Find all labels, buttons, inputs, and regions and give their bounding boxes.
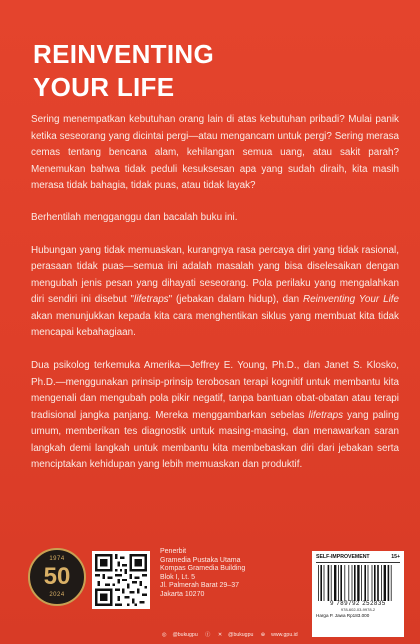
paragraph-3 — [31, 243, 399, 342]
social-links — [162, 631, 304, 638]
publisher-name: Gramedia Pustaka Utama — [160, 556, 241, 564]
badge-year-end: 2024 — [49, 592, 65, 598]
badge-number: 50 — [43, 563, 71, 590]
publisher-street: Jl. Palmerah Barat 29–37 — [160, 582, 239, 590]
book-title-inline: Reinventing Your Life — [303, 294, 399, 305]
badge-year-start: 1974 — [49, 556, 65, 562]
paragraph-1: Sering menempatkan kebutuhan orang lain di atas kebutuhan pribadi? Mulai panik ketika seseorang yang dicintai pergi—atau mengancam untuk pergi? Sering merasa cemas tentang bencana alam, kehilangan semua uang, atau sakit parah? Menemukan bahwa tidak peduli kesuksesan apa yang sudah diraih, kita masih merasa tidak bahagia, tidak puas, atau tidak layak? — [31, 114, 399, 191]
paragraph-3-text-a: Hubungan yang tidak memuaskan, kurangnya rasa percaya diri yang tidak rasional, perasaan tidak puas—semua ini adalah masalah yang bisa diselesaikan dengan mengubah jenis pesan yang dihayati seseorang. Pola perilaku yang mengalahkan diri sendiri ini disebut " — [31, 244, 399, 305]
category-label: SELF-IMPROVEMENT — [316, 554, 370, 560]
isbn-number: 9 789792 252835 — [330, 601, 386, 607]
paragraph-4-text-b: yang paling umum, memberikan tes diagnostik untuk masing-masing, dan menawarkan saran langkah demi langkah untuk membantu kita membebaskan diri dari jebakan serta menciptakan kehidupan yang lebih memuaskan dan produktif. — [31, 409, 399, 470]
instagram-icon: ◎ — [162, 632, 167, 638]
twitter-icon: ✕ — [217, 632, 223, 638]
age-rating: 15+ — [391, 554, 400, 560]
publisher-info — [160, 548, 310, 600]
category-row — [316, 554, 400, 563]
facebook-icon: ⓕ — [205, 632, 211, 638]
isbn-barcode-box — [312, 551, 404, 637]
paragraph-4-text-a: Dua psikolog terkemuka Amerika—Jeffrey E. Young, Ph.D., dan Janet S. Klosko, Ph.D.—menggunakan prinsip-prinsip terobosan terapi kognitif untuk membantu kita mengenali dan mengubah pola pikir negatif, tanpa bantuan obat-obatan atau terapi tradisional jangka panjang. Mereka menggambarkan sebelas — [31, 360, 399, 421]
lifetraps-term: lifetraps — [134, 294, 169, 305]
qr-code — [92, 551, 150, 609]
isbn-line: 978-602-03-9978-2 — [340, 607, 376, 612]
lifetraps-term-2: lifetraps — [308, 409, 344, 421]
publisher-city: Jakarta 10270 — [160, 590, 205, 598]
paragraph-4 — [31, 358, 399, 474]
publisher-building: Kompas Gramedia Building — [160, 565, 246, 573]
blurb — [31, 112, 399, 490]
book-title — [33, 38, 393, 104]
publisher-block: Blok I, Lt. 5 — [160, 573, 196, 581]
instagram-handle: @bukugpu — [172, 632, 198, 638]
paragraph-3-text-c: akan menunjukkan kepada kita cara menghentikan siklus yang membuat kita tidak mencapai kebahagiaan. — [31, 310, 399, 338]
title-line-1: REINVENTING — [33, 39, 214, 69]
title-line-2: YOUR LIFE — [33, 72, 175, 102]
barcode-icon — [316, 565, 398, 601]
paragraph-3-text-b: " (jebakan dalam hidup), dan — [168, 294, 304, 305]
paragraph-2: Berhentilah mengganggu dan bacalah buku ini. — [31, 211, 238, 223]
website: www.gpu.id — [271, 632, 298, 638]
qr-code-icon — [95, 554, 147, 606]
publisher-label: Penerbit — [160, 548, 187, 555]
twitter-handle: @bukugpu — [228, 632, 254, 638]
web-icon: ⊕ — [260, 632, 266, 638]
price-label: Harga P. Jawa Rp183.000 — [316, 613, 370, 618]
anniversary-badge-logo — [28, 548, 86, 606]
